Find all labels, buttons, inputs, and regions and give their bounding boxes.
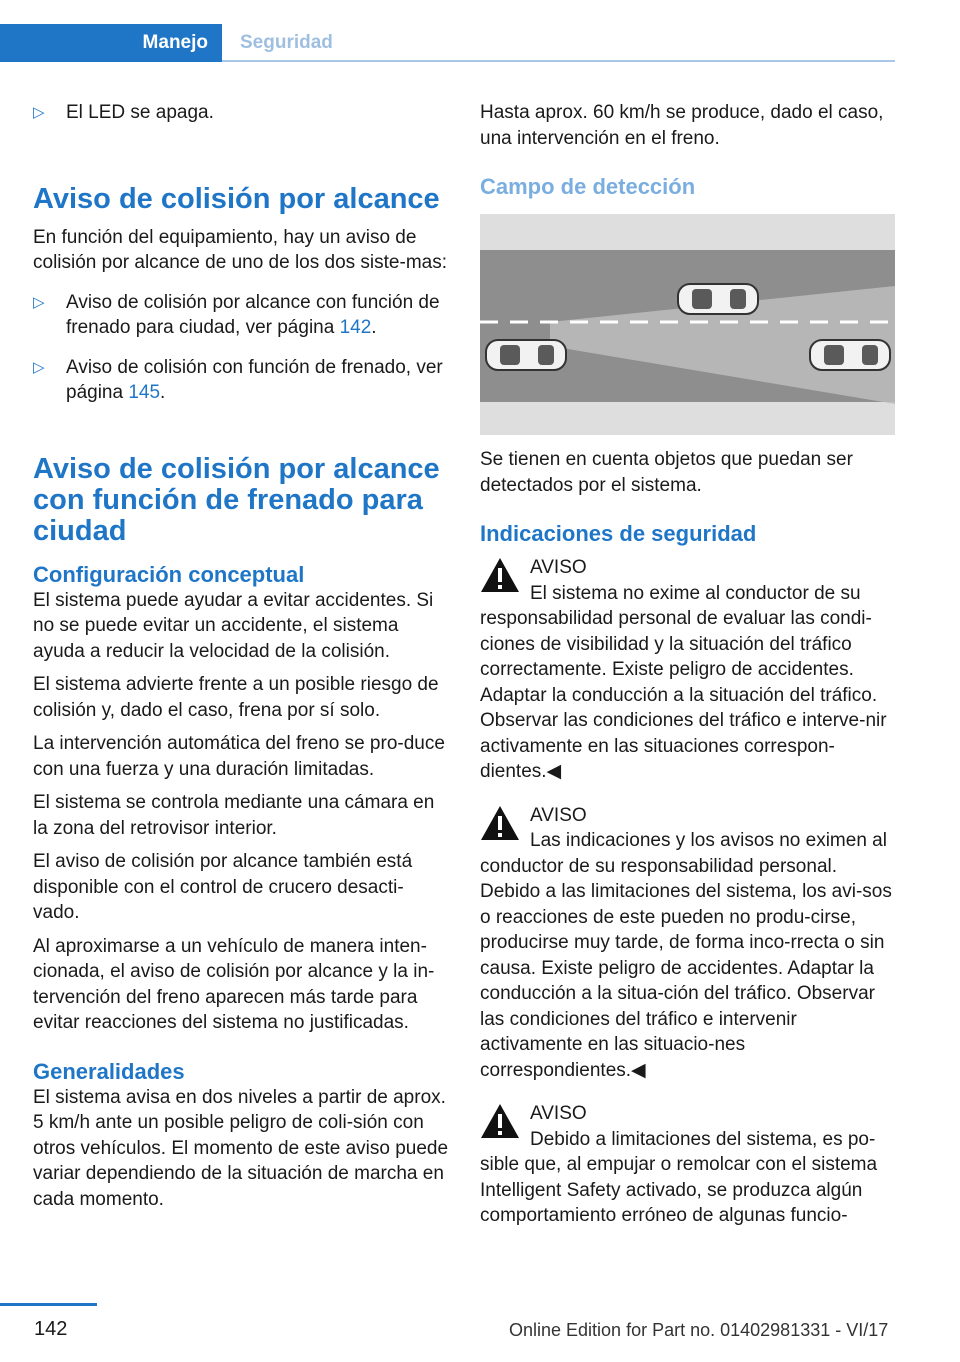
edition-text: Online Edition for Part no. 01402981331 - VI/17 <box>509 1320 889 1340</box>
paragraph: En función del equipamiento, hay un aviso de colisión por alcance de uno de los dos siste‐mas: <box>33 226 448 273</box>
warning-box <box>480 555 896 785</box>
list-item: ▷ Aviso de colisión con función de frenado, ver página 145. <box>33 356 443 403</box>
warning-title: AVISO <box>530 557 587 578</box>
tab-manejo-label: Manejo <box>142 32 208 53</box>
paragraph: El sistema puede ayudar a evitar accidentes. Si no se puede evitar un accidente, el sistema ayuda a reducir la velocidad de la colisión. <box>33 589 434 662</box>
paragraph: El sistema se controla mediante una cámara en la zona del retrovisor interior. <box>33 792 435 839</box>
warning-text: Debido a limitaciones del sistema, es po‐sible que, al empujar o remolcar con el sistema Intelligent Safety activado, se produzca algún comportamiento erróneo de algunas funcio‐ <box>480 1128 878 1226</box>
tab-manejo[interactable] <box>0 24 222 62</box>
warning-triangle-icon <box>480 805 520 841</box>
tab-seguridad[interactable] <box>222 24 895 62</box>
paragraph: Al aproximarse a un vehículo de manera inten‐cionada, el aviso de colisión por alcance y la in‐tervención del freno aparecen más tarde para evitar reacciones del sistema no justificadas. <box>33 935 435 1033</box>
detection-field-figure <box>480 214 895 435</box>
tab-seguridad-label: Seguridad <box>240 32 333 53</box>
triangle-right-icon: ▷ <box>33 104 45 121</box>
page-number: 142 <box>34 1318 68 1340</box>
right-column <box>480 100 896 1229</box>
paragraph: Hasta aprox. 60 km/h se produce, dado el caso, una intervención en el freno. <box>480 102 884 149</box>
page-link-145[interactable]: 145 <box>128 382 161 403</box>
warning-text: El sistema no exime al conductor de su responsabilidad personal de evaluar las condi‐ciones de visibilidad y la situación del tráfico correctamente. Existe peligro de accidentes. Adaptar la conducción a la situación del tráfico. Observar las condiciones del tráfico e interve‐nir activamente en las situaciones correspon‐dientes.◀ <box>480 582 887 782</box>
triangle-right-icon: ▷ <box>33 358 45 376</box>
list-item: ▷ El LED se apaga. <box>33 100 449 126</box>
figure-caption: Se tienen en cuenta objetos que puedan ser detectados por el sistema. <box>480 449 853 496</box>
warning-triangle-icon <box>480 1103 520 1139</box>
warning-text: Las indicaciones y los avisos no eximen al conductor de su responsabilidad personal. Debido a las limitaciones del sistema, los avi‐sos o reacciones de este pueden no produ‐cirse, producirse muy tarde, de forma inco‐rrecta o sin causa. Existe peligro de accidentes. Adaptar la conducción a la situa‐ción del tráfico. Observar las condiciones del tráfico e intervenir activamente en las situacio‐nes correspondientes.◀ <box>480 830 892 1081</box>
heading-aviso-colision: Aviso de colisión por alcance <box>33 182 440 215</box>
paragraph: La intervención automática del freno se pro‐duce con una fuerza y una duración limitadas. <box>33 733 445 780</box>
heading-aviso-frenado-ciudad: Aviso de colisión por alcance con función de frenado para ciudad <box>33 452 440 547</box>
paragraph: El sistema advierte frente a un posible riesgo de colisión y, dado el caso, frena por sí solo. <box>33 674 439 721</box>
car-top-icon <box>810 340 890 370</box>
car-top-icon <box>486 340 566 370</box>
paragraph: El aviso de colisión por alcance también está disponible con el control de crucero desacti‐vado. <box>33 851 413 923</box>
page-link-142[interactable]: 142 <box>339 317 372 338</box>
warning-triangle-icon <box>480 557 520 593</box>
road-illustration <box>480 214 895 435</box>
warning-box <box>480 803 896 1084</box>
paragraph: El sistema avisa en dos niveles a partir de aprox. 5 km/h ante un posible peligro de coli‐sión con otros vehículos. El momento de este aviso puede variar dependiendo de la situación de marcha en cada momento. <box>33 1086 449 1210</box>
list-item: ▷ Aviso de colisión por alcance con función de frenado para ciudad, ver página 142. <box>33 291 440 338</box>
left-column <box>33 100 449 1220</box>
footer-rule <box>0 1303 97 1306</box>
warning-box <box>480 1101 896 1229</box>
heading-configuracion: Configuración conceptual <box>33 561 305 587</box>
heading-indicaciones: Indicaciones de seguridad <box>480 521 757 546</box>
header-tabs <box>0 24 895 62</box>
triangle-right-icon: ▷ <box>33 293 45 311</box>
warning-title: AVISO <box>530 1103 587 1124</box>
warning-title: AVISO <box>530 804 587 826</box>
car-top-icon <box>678 284 758 314</box>
heading-generalidades: Generalidades <box>33 1058 185 1084</box>
heading-campo-deteccion: Campo de detección <box>480 174 696 199</box>
